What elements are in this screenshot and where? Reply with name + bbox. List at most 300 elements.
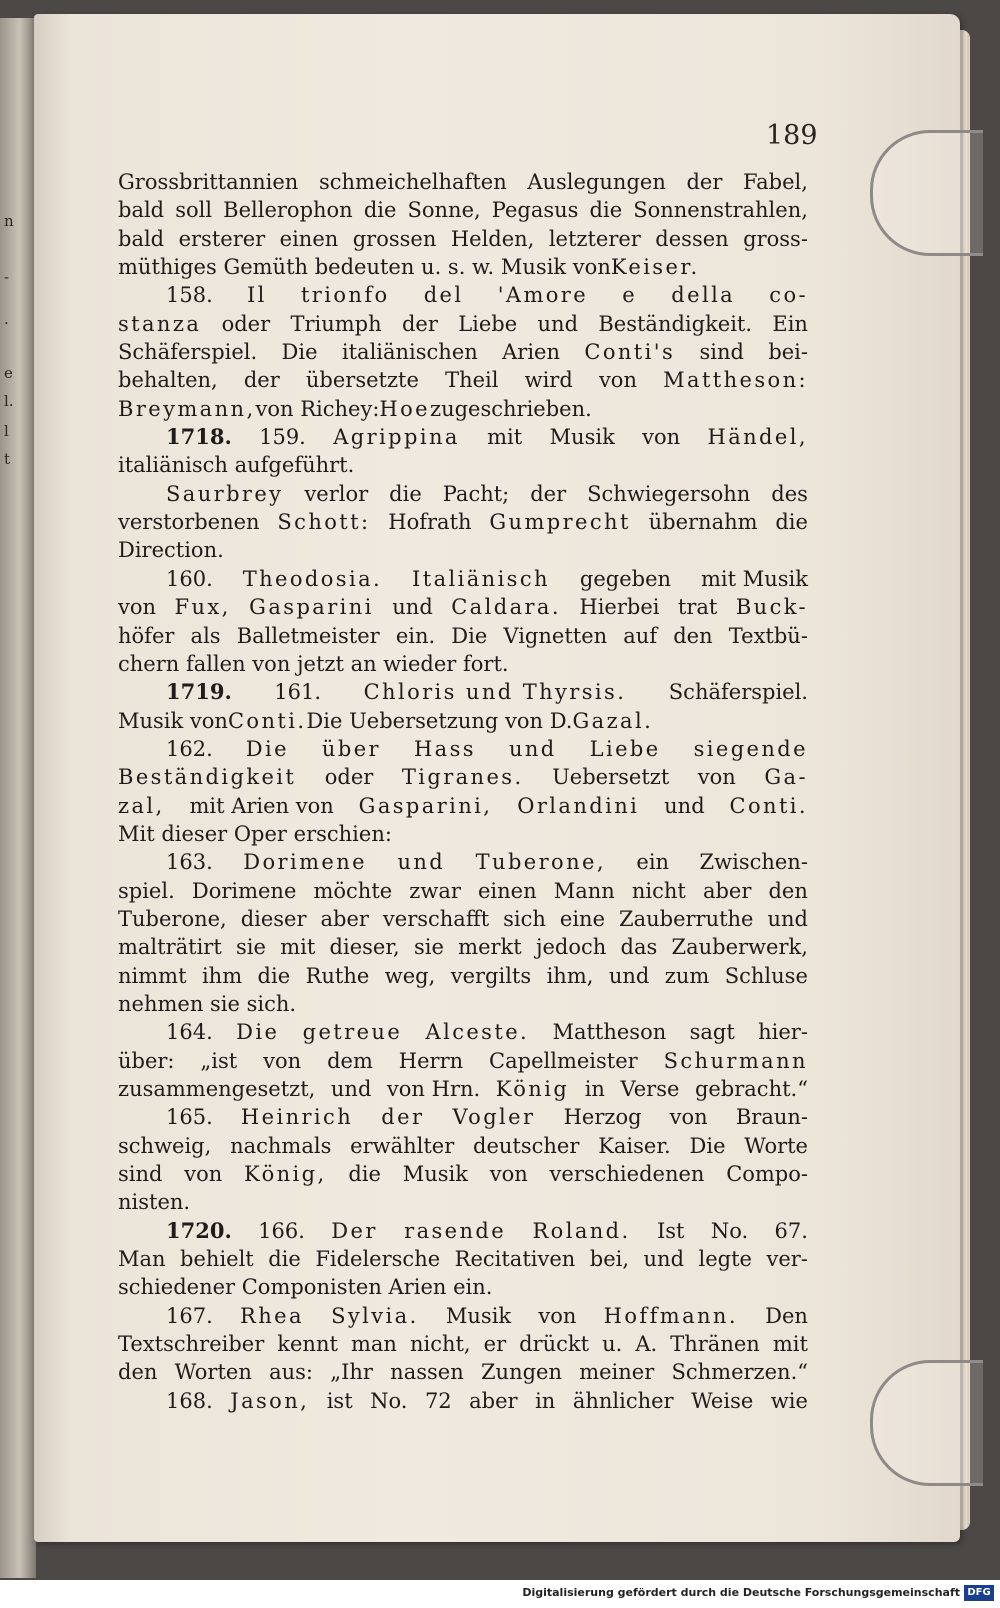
word: 67.	[774, 1218, 808, 1243]
top-page-clip	[870, 130, 983, 256]
word: von	[538, 1303, 577, 1328]
word: co-	[769, 283, 808, 308]
word: oder	[324, 765, 374, 790]
word: Hoe	[379, 396, 431, 421]
word: 168.	[166, 1388, 213, 1413]
word: Ga-	[764, 765, 808, 790]
word: drückt	[519, 1332, 590, 1357]
word: der	[530, 481, 567, 506]
word: Buck-	[735, 595, 808, 620]
word: della	[671, 283, 736, 308]
text-line	[118, 1132, 808, 1160]
word: mit	[772, 1332, 808, 1357]
word: Dorimene	[243, 850, 367, 875]
word: ihm	[201, 963, 243, 988]
word: Schwiegersohn	[587, 481, 751, 506]
word: gross-	[743, 226, 808, 251]
word: ähnlicher	[572, 1388, 674, 1413]
word: und	[664, 793, 705, 818]
word: Sonnenstrahlen,	[633, 198, 808, 223]
word: Orlandini	[517, 793, 640, 818]
word: spiel.	[118, 878, 175, 903]
text-line	[118, 1387, 808, 1415]
footer-bar	[0, 1580, 1000, 1608]
word: Saurbrey	[166, 481, 284, 506]
word: sind	[118, 1162, 163, 1187]
word: Fidelersche	[315, 1247, 441, 1272]
word: Schurmann	[663, 1048, 808, 1073]
text-line	[118, 820, 808, 848]
left-page-fragment: t	[4, 450, 11, 468]
word: Sylvia.	[331, 1303, 419, 1328]
word: von Richey:	[255, 396, 380, 421]
text-line	[118, 678, 808, 706]
word: verstorbenen	[118, 510, 260, 535]
word: oder	[221, 311, 271, 336]
word: Mit dieser Oper erschien:	[118, 821, 392, 846]
word: Hierbei	[579, 595, 660, 620]
word: Schäferspiel.	[118, 340, 258, 365]
year-marker: 1718.	[166, 424, 232, 450]
word: chern fallen von jetzt an wieder fort.	[118, 651, 509, 676]
word: der	[381, 1105, 425, 1130]
word: Conti.	[729, 793, 808, 818]
word: er	[483, 1332, 507, 1357]
word: 161.	[274, 680, 322, 705]
text-line	[118, 1075, 808, 1103]
word: Man	[118, 1247, 166, 1272]
word: Agrippina	[333, 425, 460, 450]
word: König	[495, 1077, 570, 1101]
word: Gumprecht	[489, 510, 631, 535]
word: Hass	[413, 736, 476, 761]
word: Schluse	[724, 963, 808, 988]
word: dem	[327, 1048, 373, 1073]
word: und	[392, 595, 433, 620]
word: Schmerzen.“	[671, 1360, 808, 1385]
word: Helden,	[450, 226, 535, 251]
text-line	[118, 536, 808, 564]
word: zwar	[409, 878, 461, 903]
word: 158.	[166, 283, 213, 308]
word: Gazal.	[572, 708, 654, 733]
word: des	[771, 481, 808, 506]
word: zugeschrieben.	[430, 396, 592, 421]
word: 166.	[258, 1218, 305, 1243]
word: von Hrn.	[386, 1077, 481, 1101]
word: Auslegungen	[527, 170, 666, 194]
word: Textschreiber	[118, 1332, 265, 1357]
text-line	[118, 990, 808, 1018]
word: Die	[281, 340, 318, 365]
word: rasende	[404, 1218, 507, 1243]
bottom-page-clip	[870, 1360, 983, 1486]
text-line	[118, 905, 808, 933]
word: deutscher	[473, 1133, 580, 1158]
left-page-fragment: -	[4, 268, 10, 286]
year-marker: 1720.	[166, 1217, 232, 1243]
word: legte	[698, 1247, 752, 1272]
left-page-fragment: .	[4, 310, 9, 328]
word: 167.	[166, 1303, 213, 1328]
word: nimmt	[118, 963, 187, 988]
word: von	[184, 1162, 223, 1187]
word: 'Amore	[497, 283, 589, 308]
word: Vignetten	[503, 623, 608, 648]
word: Musik von	[118, 708, 228, 733]
text-line	[118, 650, 808, 678]
word: letzterer	[548, 226, 641, 251]
word: Der	[331, 1218, 378, 1243]
word: der	[686, 170, 723, 194]
text-line	[118, 168, 808, 196]
word: sie	[236, 935, 266, 960]
word: Die	[451, 623, 488, 648]
text-line	[118, 848, 808, 876]
word: Keiser.	[610, 255, 700, 280]
text-line	[118, 395, 808, 423]
word: 165.	[166, 1105, 213, 1130]
word: Il	[246, 283, 267, 308]
word: Mann	[553, 878, 615, 903]
text-line	[118, 622, 808, 650]
text-line	[118, 253, 808, 281]
word: schweig,	[118, 1133, 212, 1158]
word: Tuberone,	[475, 850, 606, 875]
word: Theodosia.	[242, 566, 383, 591]
word: mit Musik	[700, 566, 808, 591]
word: Triumph	[290, 311, 382, 336]
word: Beständigkeit	[118, 765, 297, 790]
word: Die	[689, 1133, 726, 1158]
word: von	[642, 425, 681, 450]
text-line	[118, 281, 808, 309]
word: merkt	[458, 935, 522, 960]
word: kennt	[277, 1332, 338, 1357]
text-line	[118, 565, 808, 593]
word: und	[643, 1247, 685, 1272]
word: Musik	[445, 1303, 512, 1328]
word: Worten	[174, 1360, 252, 1385]
word: 164.	[166, 1020, 213, 1045]
text-line	[118, 480, 808, 508]
word: den	[118, 1360, 158, 1385]
word: getreue	[302, 1020, 403, 1045]
text-line	[118, 366, 808, 394]
word: und	[767, 906, 808, 931]
word: ihm,	[546, 963, 594, 988]
left-page-fragment: n	[4, 212, 14, 230]
word: von	[697, 765, 736, 790]
word: Jason,	[230, 1388, 310, 1413]
text-line	[118, 1018, 808, 1046]
text-line	[118, 423, 808, 451]
word: der	[401, 311, 438, 336]
word: Compo-	[726, 1162, 808, 1187]
word: Braun-	[735, 1105, 808, 1130]
word: sind	[699, 340, 744, 365]
word: von	[669, 1105, 708, 1130]
word: verlor	[304, 481, 369, 506]
word: Dorimene	[191, 878, 297, 903]
word: als	[190, 623, 221, 648]
word: Heinrich	[240, 1105, 354, 1130]
word: Theil	[445, 368, 499, 393]
word: übersetzte	[305, 368, 419, 393]
word: Recitativen	[454, 1247, 576, 1272]
word: Verse	[620, 1077, 680, 1101]
word: sie	[413, 935, 444, 960]
word: Pegasus	[491, 198, 579, 223]
word: Roland.	[532, 1218, 631, 1243]
word: italiänisch aufgeführt.	[118, 453, 355, 478]
word: Hoffmann.	[603, 1303, 738, 1328]
text-line	[118, 1273, 808, 1301]
word: Balletmeister	[236, 623, 380, 648]
word: Rhea	[240, 1303, 304, 1328]
word: Zauberruthe	[618, 906, 754, 931]
word: nehmen sie sich.	[118, 991, 297, 1016]
word: von	[489, 1162, 528, 1187]
word: bei,	[589, 1247, 630, 1272]
word: verschafft	[382, 906, 490, 931]
word: Zauberwerk,	[671, 935, 808, 960]
word: „ist	[200, 1048, 238, 1073]
text-line	[118, 338, 808, 366]
word: aber	[469, 1388, 518, 1413]
word: Liebe	[589, 736, 661, 761]
word: soll	[175, 198, 213, 223]
word: nachmals	[230, 1133, 332, 1158]
text-line	[118, 962, 808, 990]
word: aber	[320, 906, 369, 931]
word: und	[608, 963, 650, 988]
word: No.	[370, 1388, 408, 1413]
left-page-strip	[0, 18, 36, 1578]
word: die	[257, 963, 291, 988]
word: vergilts	[450, 963, 532, 988]
word: Ruthe	[305, 963, 370, 988]
word: Mattheson	[552, 1020, 667, 1045]
word: nisten.	[118, 1190, 191, 1215]
word: Musik	[549, 425, 615, 450]
word: die	[589, 198, 623, 223]
word: Vogler	[452, 1105, 536, 1130]
text-line	[118, 1358, 808, 1386]
word: Den	[765, 1303, 808, 1328]
word: 159.	[259, 425, 306, 450]
text-line	[118, 225, 808, 253]
text-line	[118, 196, 808, 224]
word: Hofrath	[388, 510, 472, 535]
word: Musik	[402, 1162, 468, 1187]
word: Die Uebersetzung von D.	[306, 708, 573, 733]
word: gebracht.“	[694, 1077, 808, 1101]
word: Breymann,	[118, 396, 256, 421]
word: die	[775, 510, 808, 535]
word: man	[350, 1332, 397, 1357]
word: ver-	[766, 1247, 808, 1272]
word: Herrn	[398, 1048, 464, 1073]
word: in	[584, 1077, 605, 1101]
word: Uebersetzt	[552, 765, 670, 790]
word: Händel,	[707, 425, 808, 450]
word: trat	[677, 595, 718, 620]
word: die	[268, 1247, 301, 1272]
text-line	[118, 1217, 808, 1245]
word: Tuberone,	[118, 906, 227, 931]
word: Caldara.	[451, 595, 561, 620]
text-line	[118, 763, 808, 791]
word: trionfo	[300, 283, 390, 308]
word: die	[348, 1162, 381, 1187]
word: u.	[602, 1332, 623, 1357]
word: ein	[636, 850, 670, 875]
word: 72	[424, 1388, 452, 1413]
word: italiänischen	[341, 340, 478, 365]
word: und	[397, 850, 446, 875]
word: nicht	[631, 878, 686, 903]
word: Textbü-	[728, 623, 808, 648]
text-line	[118, 1302, 808, 1330]
word: Arien	[502, 340, 561, 365]
word: die	[363, 198, 397, 223]
word: e	[622, 283, 638, 308]
text-line	[118, 1330, 808, 1358]
word: Chloris und Thyrsis.	[363, 680, 627, 705]
word: del	[423, 283, 464, 308]
word: den	[673, 623, 713, 648]
year-marker: 1719.	[166, 679, 232, 705]
word: Conti.	[227, 708, 307, 733]
word: das	[620, 935, 658, 960]
word: Mattheson:	[663, 368, 808, 393]
text-line	[118, 310, 808, 338]
word: von	[118, 595, 157, 620]
text-line	[118, 933, 808, 961]
word: Die	[236, 1020, 280, 1045]
word: König,	[244, 1162, 327, 1187]
word: ist	[326, 1388, 353, 1413]
word: sagt	[689, 1020, 735, 1045]
word: von	[263, 1048, 302, 1073]
word: einen	[279, 226, 339, 251]
word: stanza	[118, 311, 202, 336]
word: in	[535, 1388, 556, 1413]
word: Beständigkeit.	[598, 311, 753, 336]
word: bei-	[768, 340, 808, 365]
word: 163.	[166, 850, 213, 875]
word: Alceste.	[425, 1020, 530, 1045]
word: A.	[635, 1332, 658, 1357]
word: Die	[245, 736, 289, 761]
word: über	[321, 736, 381, 761]
text-line	[118, 593, 808, 621]
word: behalten,	[118, 368, 218, 393]
word: verschiedenen	[549, 1162, 705, 1187]
word: bald	[118, 226, 165, 251]
word: Weise	[691, 1388, 754, 1413]
word: jedoch	[535, 935, 607, 960]
word: Sonne,	[407, 198, 481, 223]
word: Gasparini	[249, 595, 374, 620]
word: Gasparini,	[358, 793, 493, 818]
word: Zungen	[480, 1360, 562, 1385]
word: Pacht;	[442, 481, 510, 506]
word: ersterer	[178, 226, 266, 251]
word: dieser,	[329, 935, 400, 960]
word: zum	[664, 963, 710, 988]
word: weg,	[384, 963, 436, 988]
word: Schäferspiel.	[668, 680, 808, 705]
word: erwählter	[350, 1133, 455, 1158]
word: „Ihr	[330, 1360, 373, 1385]
word: aber	[702, 878, 752, 903]
word: behielt	[180, 1247, 254, 1272]
text-line	[118, 508, 808, 536]
word: und	[537, 311, 579, 336]
word: Direction.	[118, 538, 224, 563]
word: Ist	[656, 1218, 685, 1243]
text-line	[118, 451, 808, 479]
word: Ein	[772, 311, 808, 336]
text-block	[118, 168, 808, 1415]
word: und	[330, 1077, 372, 1101]
word: Worte	[744, 1133, 808, 1158]
word: den	[768, 878, 808, 903]
word: Schott:	[277, 510, 371, 535]
text-line	[118, 1245, 808, 1273]
word: Conti's	[584, 340, 676, 365]
word: Grossbrittannien	[118, 170, 299, 194]
word: Liebe	[458, 311, 518, 336]
word: nassen	[390, 1360, 464, 1385]
page-number: 189	[766, 120, 818, 151]
word: Kaiser.	[598, 1133, 671, 1158]
text-line	[118, 1188, 808, 1216]
word: meiner	[579, 1360, 655, 1385]
text-line	[118, 877, 808, 905]
text-line	[118, 707, 808, 735]
word: wird	[524, 368, 573, 393]
left-page-fragment: e	[4, 364, 13, 382]
word: grossen	[352, 226, 437, 251]
word: der	[243, 368, 280, 393]
word: schmeichelhaften	[318, 170, 507, 194]
word: nicht,	[409, 1332, 471, 1357]
word: siegende	[693, 736, 808, 761]
word: und	[508, 736, 557, 761]
word: mit	[487, 425, 523, 450]
word: Thränen	[670, 1332, 760, 1357]
word: gegeben	[579, 566, 672, 591]
word: aus:	[269, 1360, 313, 1385]
word: Fux,	[174, 595, 231, 620]
footer-credit: Digitalisierung gefördert durch die Deutsche Forschungsgemeinschaft	[522, 1586, 960, 1599]
word: zal,	[118, 793, 165, 818]
word: dieser	[240, 906, 307, 931]
word: sich	[503, 906, 546, 931]
word: mit Arien von	[189, 793, 334, 818]
word: malträtirt	[118, 935, 222, 960]
word: müthiges Gemüth bedeuten u. s. w. Musik von	[118, 255, 611, 280]
word: einen	[478, 878, 537, 903]
word: hier-	[758, 1020, 808, 1045]
word: Fabel,	[743, 170, 808, 194]
word: übernahm	[648, 510, 758, 535]
word: Zwischen-	[699, 850, 808, 875]
word: über:	[118, 1048, 175, 1073]
